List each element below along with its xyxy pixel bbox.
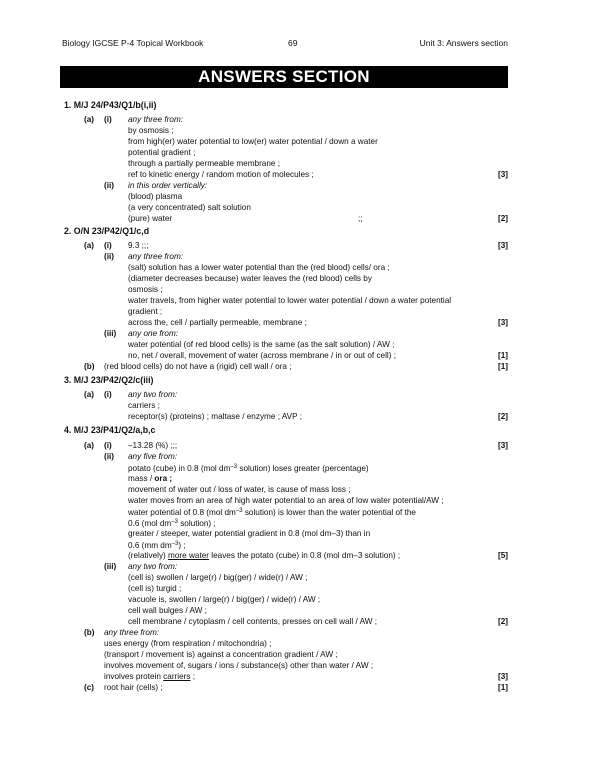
header-left: Biology IGCSE P-4 Topical Workbook bbox=[62, 38, 204, 48]
q4-line: any three from: bbox=[104, 628, 160, 637]
q2-line: water potential (of red blood cells) is the same (as the salt solution) / AW ; bbox=[128, 340, 395, 349]
q1-line: from high(er) water potential to low(er) water potential / down a water bbox=[128, 137, 378, 146]
section-banner: ANSWERS SECTION bbox=[60, 66, 508, 88]
q1-line: ref to kinetic energy / random motion of molecules ; bbox=[128, 170, 314, 179]
q4-mark: [3] bbox=[497, 672, 508, 681]
q1-mark: [2] bbox=[497, 214, 508, 223]
q4-line: root hair (cells) ; bbox=[104, 683, 163, 692]
q2-part-b: (b) bbox=[84, 362, 95, 371]
q4-line: cell wall bulges / AW ; bbox=[128, 606, 207, 615]
q4-mark: [2] bbox=[497, 617, 508, 626]
q3-line: any two from: bbox=[128, 390, 178, 399]
q3-mark: [2] bbox=[497, 412, 508, 421]
q2-line: water travels, from higher water potential to lower water potential / down a water potential bbox=[128, 296, 452, 305]
q1-line: any three from: bbox=[128, 115, 184, 124]
q1-line: potential gradient ; bbox=[128, 148, 196, 157]
q4-line: water moves from an area of high water potential to an area of low water potential/AW ; bbox=[128, 496, 444, 505]
q1-line: through a partially permeable membrane ; bbox=[128, 159, 281, 168]
q4-line: (cell is) swollen / large(r) / big(ger) / wide(r) / AW ; bbox=[128, 573, 308, 582]
q4-title: 4. M/J 23/P41/Q2/a,b,c bbox=[64, 425, 156, 435]
q4-mark: [3] bbox=[497, 441, 508, 450]
q4-line: (cell is) turgid ; bbox=[128, 584, 182, 593]
q1-line: by osmosis ; bbox=[128, 126, 174, 135]
q3-sub-i: (i) bbox=[104, 390, 112, 399]
q3-line: carriers ; bbox=[128, 401, 160, 410]
q4-line: –13.28 (%) ;;; bbox=[128, 441, 178, 450]
q4-part-c: (c) bbox=[84, 683, 95, 692]
q1-line: (a very concentrated) salt solution bbox=[128, 203, 251, 212]
q4-line: cell membrane / cytoplasm / cell contents, presses on cell wall / AW ; bbox=[128, 617, 378, 626]
q2-line: any three from: bbox=[128, 252, 184, 261]
q2-line: (salt) solution has a lower water potential than the (red blood) cells/ ora ; bbox=[128, 263, 390, 272]
q2-sub-iii: (iii) bbox=[104, 329, 117, 338]
q4-line: 0.6 (mm $dm^{-3}$) ; bbox=[128, 541, 186, 550]
q3-line: receptor(s) (proteins) ; maltase / enzyme ; AVP ; bbox=[128, 412, 302, 421]
q1-sub-ii: (ii) bbox=[104, 181, 115, 190]
q1-line: ;; bbox=[358, 214, 363, 223]
q4-line: mass / ora ; bbox=[128, 474, 173, 483]
q2-line: 9.3 ;;; bbox=[128, 241, 149, 250]
q2-mark: [1] bbox=[497, 351, 508, 360]
q2-mark: [3] bbox=[497, 241, 508, 250]
q2-sub-ii: (ii) bbox=[104, 252, 115, 261]
q4-sub-i: (i) bbox=[104, 441, 112, 450]
q4-line: movement of water out / loss of water, is cause of mass loss ; bbox=[128, 485, 351, 494]
q2-line: no, net / overall, movement of water (across membrane / in or out of cell) ; bbox=[128, 351, 397, 360]
q4-line: water potential of 0.8 (mol $dm^{-3}$ solution) is lower than the water potential of the bbox=[128, 508, 416, 517]
q4-mark: [1] bbox=[497, 683, 508, 692]
q4-sub-ii: (ii) bbox=[104, 452, 115, 461]
q1-title: 1. M/J 24/P43/Q1/b(i,ii) bbox=[64, 100, 157, 110]
q2-mark: [3] bbox=[497, 318, 508, 327]
q2-line: (red blood cells) do not have a (rigid) cell wall / ora ; bbox=[104, 362, 292, 371]
q3-part-a: (a) bbox=[84, 390, 95, 399]
q1-line: (pure) water bbox=[128, 214, 173, 223]
q4-line: potato (cube) in 0.8 (mol $dm^{-3}$ solution) loses greater (percentage) bbox=[128, 464, 369, 473]
q1-part-a: (a) bbox=[84, 115, 95, 124]
q4-part-b: (b) bbox=[84, 628, 95, 637]
q4-line: greater / steeper, water potential gradient in 0.8 (mol dm–3) than in bbox=[128, 529, 371, 538]
q1-line: (blood) plasma bbox=[128, 192, 183, 201]
header-right: Unit 3: Answers section bbox=[419, 38, 508, 48]
q4-part-a: (a) bbox=[84, 441, 95, 450]
q2-line: any one from: bbox=[128, 329, 179, 338]
q4-sub-iii: (iii) bbox=[104, 562, 117, 571]
page-number: 69 bbox=[288, 38, 298, 48]
q4-line: (transport / movement is) against a concentration gradient / AW ; bbox=[104, 650, 338, 659]
q4-line: uses energy (from respiration / mitochondria) ; bbox=[104, 639, 272, 648]
q1-mark: [3] bbox=[497, 170, 508, 179]
q2-line: across the, cell / partially permeable, membrane ; bbox=[128, 318, 307, 327]
q2-part-a: (a) bbox=[84, 241, 95, 250]
q4-line: (relatively) more water leaves the potato (cube) in 0.8 (mol dm–3 solution) ; bbox=[128, 551, 401, 560]
q3-title: 3. M/J 23/P42/Q2/c(iii) bbox=[64, 375, 154, 385]
q2-line: gradient ; bbox=[128, 307, 163, 316]
q2-mark: [1] bbox=[497, 362, 508, 371]
q4-line: involves protein carriers ; bbox=[104, 672, 196, 681]
q4-line: any two from: bbox=[128, 562, 178, 571]
q1-line: in this order vertically: bbox=[128, 181, 208, 190]
q4-line: any five from: bbox=[128, 452, 178, 461]
q4-mark: [5] bbox=[497, 551, 508, 560]
q2-line: osmosis ; bbox=[128, 285, 163, 294]
q2-sub-i: (i) bbox=[104, 241, 112, 250]
q2-title: 2. O/N 23/P42/Q1/c,d bbox=[64, 226, 150, 236]
q4-line: involves movement of, sugars / ions / substance(s) other than water / AW ; bbox=[104, 661, 374, 670]
q1-sub-i: (i) bbox=[104, 115, 112, 124]
q4-line: 0.6 (mol $dm^{-3}$ solution) ; bbox=[128, 519, 216, 528]
q2-line: (diameter decreases because) water leaves the (red blood) cells by bbox=[128, 274, 372, 283]
q4-line: vacuole is, swollen / large(r) / big(ger) / wide(r) / AW ; bbox=[128, 595, 321, 604]
